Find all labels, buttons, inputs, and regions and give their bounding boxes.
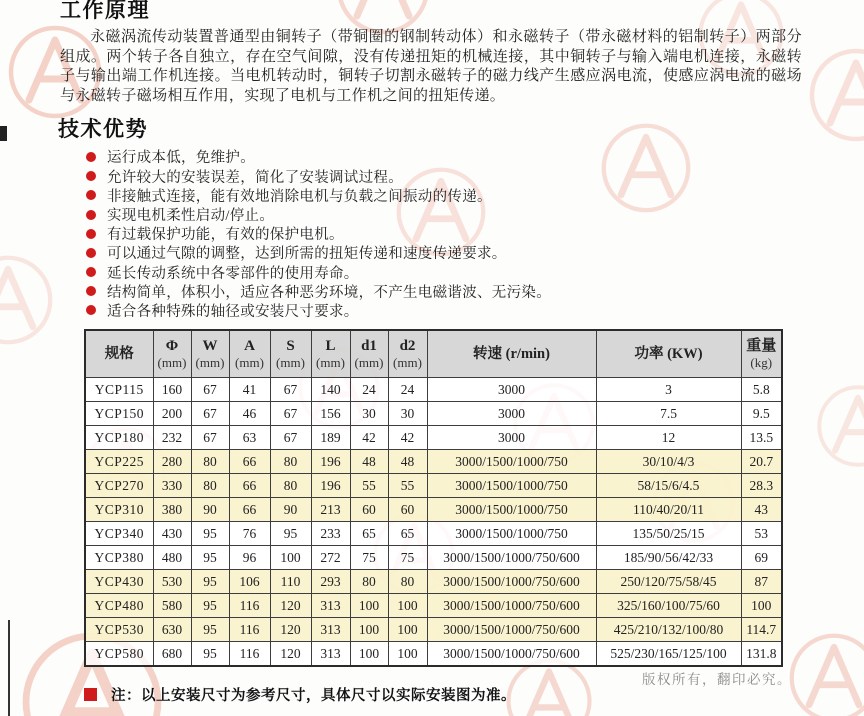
value-cell: 3000/1500/1000/750/600: [427, 570, 596, 594]
value-cell: 3: [596, 378, 741, 402]
value-cell: 3000/1500/1000/750: [427, 498, 596, 522]
section-title-technical-advantages: 技术优势: [58, 118, 148, 142]
value-cell: 80: [191, 474, 229, 498]
bullet-icon: [86, 305, 96, 315]
model-cell: YCP310: [85, 498, 153, 522]
column-header: W (mm): [191, 330, 229, 378]
value-cell: 330: [153, 474, 191, 498]
value-cell: 90: [270, 498, 311, 522]
value-cell: 65: [350, 522, 388, 546]
value-cell: 48: [350, 450, 388, 474]
spec-table-header: [85, 330, 782, 378]
column-header: 转速 (r/min): [427, 330, 596, 378]
advantage-item: [86, 167, 806, 186]
footnote-text: 注：以上安装尺寸为参考尺寸，具体尺寸以实际安装图为准。: [111, 688, 516, 705]
value-cell: 680: [153, 642, 191, 667]
table-row: [85, 594, 782, 618]
value-cell: 131.8: [741, 642, 782, 667]
value-cell: 80: [270, 474, 311, 498]
value-cell: 3000/1500/1000/750: [427, 450, 596, 474]
model-cell: YCP380: [85, 546, 153, 570]
value-cell: 96: [229, 546, 270, 570]
value-cell: 116: [229, 594, 270, 618]
advantage-text: 非接触式连接，能有效地消除电机与负载之间振动的传递。: [107, 188, 492, 205]
value-cell: 120: [270, 594, 311, 618]
value-cell: 380: [153, 498, 191, 522]
value-cell: 95: [191, 642, 229, 667]
column-header: d1 (mm): [350, 330, 388, 378]
advantage-item: [86, 224, 806, 243]
column-header: S (mm): [270, 330, 311, 378]
model-cell: YCP480: [85, 594, 153, 618]
spec-table: [84, 329, 783, 667]
advantage-item: [86, 205, 806, 224]
value-cell: 189: [311, 426, 350, 450]
value-cell: 13.5: [741, 426, 782, 450]
column-header: L (mm): [311, 330, 350, 378]
value-cell: 5.8: [741, 378, 782, 402]
value-cell: 100: [350, 594, 388, 618]
bullet-icon: [86, 152, 96, 162]
value-cell: 53: [741, 522, 782, 546]
value-cell: 100: [270, 546, 311, 570]
column-header: d2 (mm): [388, 330, 427, 378]
value-cell: 110: [270, 570, 311, 594]
value-cell: 3000/1500/1000/750: [427, 474, 596, 498]
table-row: [85, 498, 782, 522]
advantages-list: [86, 147, 806, 320]
value-cell: 3000/1500/1000/750/600: [427, 618, 596, 642]
column-header: 功率 (KW): [596, 330, 741, 378]
value-cell: 67: [270, 402, 311, 426]
bullet-icon: [86, 248, 96, 258]
advantage-item: [86, 186, 806, 205]
value-cell: 66: [229, 450, 270, 474]
value-cell: 233: [311, 522, 350, 546]
advantage-item: [86, 301, 806, 320]
model-cell: YCP180: [85, 426, 153, 450]
table-row: [85, 546, 782, 570]
value-cell: 3000: [427, 402, 596, 426]
value-cell: 24: [350, 378, 388, 402]
value-cell: 196: [311, 450, 350, 474]
bullet-icon: [86, 171, 96, 181]
advantage-text: 延长传动系统中各零部件的使用寿命。: [107, 265, 359, 282]
bullet-icon: [86, 190, 96, 200]
note-square-icon: [84, 688, 97, 701]
value-cell: 116: [229, 618, 270, 642]
advantage-text: 适合各种特殊的轴径或安装尺寸要求。: [107, 303, 359, 320]
model-cell: YCP225: [85, 450, 153, 474]
value-cell: 100: [350, 618, 388, 642]
value-cell: 110/40/20/11: [596, 498, 741, 522]
bullet-icon: [86, 286, 96, 296]
value-cell: 87: [741, 570, 782, 594]
table-row: [85, 618, 782, 642]
value-cell: 140: [311, 378, 350, 402]
table-row: [85, 570, 782, 594]
value-cell: 293: [311, 570, 350, 594]
advantage-text: 有过载保护功能，有效的保护电机。: [107, 227, 344, 244]
table-row: [85, 522, 782, 546]
table-row: [85, 378, 782, 402]
value-cell: 67: [191, 378, 229, 402]
value-cell: 580: [153, 594, 191, 618]
table-row: [85, 450, 782, 474]
value-cell: 60: [388, 498, 427, 522]
advantage-text: 运行成本低，免维护。: [107, 150, 255, 167]
value-cell: 30: [350, 402, 388, 426]
value-cell: 313: [311, 594, 350, 618]
bullet-icon: [86, 210, 96, 220]
value-cell: 7.5: [596, 402, 741, 426]
value-cell: 114.7: [741, 618, 782, 642]
value-cell: 313: [311, 642, 350, 667]
value-cell: 120: [270, 642, 311, 667]
value-cell: 530: [153, 570, 191, 594]
table-row: [85, 402, 782, 426]
model-cell: YCP580: [85, 642, 153, 667]
value-cell: 313: [311, 618, 350, 642]
value-cell: 3000: [427, 378, 596, 402]
value-cell: 3000/1500/1000/750/600: [427, 642, 596, 667]
copyright-text: 版权所有，翻印必究。: [642, 672, 792, 687]
value-cell: 12: [596, 426, 741, 450]
header-row: [85, 330, 782, 378]
value-cell: 67: [270, 426, 311, 450]
value-cell: 90: [191, 498, 229, 522]
value-cell: 58/15/6/4.5: [596, 474, 741, 498]
value-cell: 80: [350, 570, 388, 594]
value-cell: 213: [311, 498, 350, 522]
advantage-item: [86, 282, 806, 301]
model-cell: YCP115: [85, 378, 153, 402]
column-header: Φ (mm): [153, 330, 191, 378]
value-cell: 65: [388, 522, 427, 546]
value-cell: 69: [741, 546, 782, 570]
column-header: A (mm): [229, 330, 270, 378]
model-cell: YCP430: [85, 570, 153, 594]
value-cell: 95: [191, 594, 229, 618]
value-cell: 430: [153, 522, 191, 546]
value-cell: 80: [388, 570, 427, 594]
value-cell: 3000/1500/1000/750/600: [427, 546, 596, 570]
advantage-text: 允许较大的安装误差，简化了安装调试过程。: [107, 169, 403, 186]
value-cell: 100: [741, 594, 782, 618]
value-cell: 75: [350, 546, 388, 570]
value-cell: 525/230/165/125/100: [596, 642, 741, 667]
value-cell: 42: [350, 426, 388, 450]
value-cell: 66: [229, 474, 270, 498]
value-cell: 60: [350, 498, 388, 522]
value-cell: 75: [388, 546, 427, 570]
advantage-text: 实现电机柔性启动/停止。: [107, 208, 275, 225]
value-cell: 95: [270, 522, 311, 546]
value-cell: 66: [229, 498, 270, 522]
value-cell: 63: [229, 426, 270, 450]
footnote-row: [84, 684, 806, 705]
model-cell: YCP270: [85, 474, 153, 498]
value-cell: 185/90/56/42/33: [596, 546, 741, 570]
model-cell: YCP340: [85, 522, 153, 546]
value-cell: 280: [153, 450, 191, 474]
value-cell: 42: [388, 426, 427, 450]
value-cell: 67: [191, 402, 229, 426]
value-cell: 20.7: [741, 450, 782, 474]
value-cell: 30/10/4/3: [596, 450, 741, 474]
value-cell: 55: [350, 474, 388, 498]
scan-artifact-line: [8, 620, 10, 716]
value-cell: 272: [311, 546, 350, 570]
value-cell: 95: [191, 522, 229, 546]
value-cell: 100: [388, 642, 427, 667]
value-cell: 28.3: [741, 474, 782, 498]
value-cell: 3000/1500/1000/750: [427, 522, 596, 546]
column-header: 重量 (kg): [741, 330, 782, 378]
value-cell: 95: [191, 546, 229, 570]
value-cell: 80: [191, 450, 229, 474]
bullet-icon: [86, 267, 96, 277]
value-cell: 43: [741, 498, 782, 522]
model-cell: YCP530: [85, 618, 153, 642]
bullet-icon: [86, 229, 96, 239]
value-cell: 325/160/100/75/60: [596, 594, 741, 618]
value-cell: 425/210/132/100/80: [596, 618, 741, 642]
column-header: 规格: [85, 330, 153, 378]
value-cell: 48: [388, 450, 427, 474]
value-cell: 106: [229, 570, 270, 594]
value-cell: 200: [153, 402, 191, 426]
value-cell: 95: [191, 618, 229, 642]
value-cell: 24: [388, 378, 427, 402]
advantage-item: [86, 263, 806, 282]
value-cell: 100: [388, 618, 427, 642]
value-cell: 630: [153, 618, 191, 642]
working-principle-paragraph: 永磁涡流传动装置普通型由铜转子（带铜圈的钢制转动体）和永磁转子（带永磁材料的铝制转子）两部分组成。两个转子各自独立，存在空气间隙，没有传递扭矩的机械连接，其中铜转子与输入端电机连接，永磁转子与输出端工作机连接。当电机转动时，铜转子切割永磁转子的磁力线产生感应涡电流，使感应涡电流的磁场与永磁转子磁场相互作用，实现了电机与工作机之间的扭矩传递。: [60, 29, 802, 104]
value-cell: 67: [270, 378, 311, 402]
advantage-text: 可以通过气隙的调整，达到所需的扭矩传递和速度传递要求。: [107, 246, 507, 263]
value-cell: 232: [153, 426, 191, 450]
value-cell: 120: [270, 618, 311, 642]
value-cell: 100: [350, 642, 388, 667]
value-cell: 55: [388, 474, 427, 498]
value-cell: 41: [229, 378, 270, 402]
value-cell: 156: [311, 402, 350, 426]
value-cell: 250/120/75/58/45: [596, 570, 741, 594]
value-cell: 46: [229, 402, 270, 426]
value-cell: 3000/1500/1000/750/600: [427, 594, 596, 618]
value-cell: 95: [191, 570, 229, 594]
value-cell: 80: [270, 450, 311, 474]
value-cell: 3000: [427, 426, 596, 450]
advantage-item: [86, 243, 806, 262]
spec-table-body: [85, 378, 782, 667]
value-cell: 116: [229, 642, 270, 667]
value-cell: 76: [229, 522, 270, 546]
scan-artifact-mark: [0, 126, 7, 141]
table-row: [85, 642, 782, 667]
value-cell: 30: [388, 402, 427, 426]
value-cell: 9.5: [741, 402, 782, 426]
advantage-text: 结构简单，体积小，适应各种恶劣环境，不产生电磁谐波、无污染。: [107, 284, 551, 301]
value-cell: 160: [153, 378, 191, 402]
value-cell: 67: [191, 426, 229, 450]
advantage-item: [86, 147, 806, 166]
value-cell: 100: [388, 594, 427, 618]
value-cell: 480: [153, 546, 191, 570]
table-row: [85, 474, 782, 498]
value-cell: 135/50/25/15: [596, 522, 741, 546]
table-row: [85, 426, 782, 450]
value-cell: 196: [311, 474, 350, 498]
model-cell: YCP150: [85, 402, 153, 426]
section-title-working-principle: 工作原理: [60, 0, 150, 22]
